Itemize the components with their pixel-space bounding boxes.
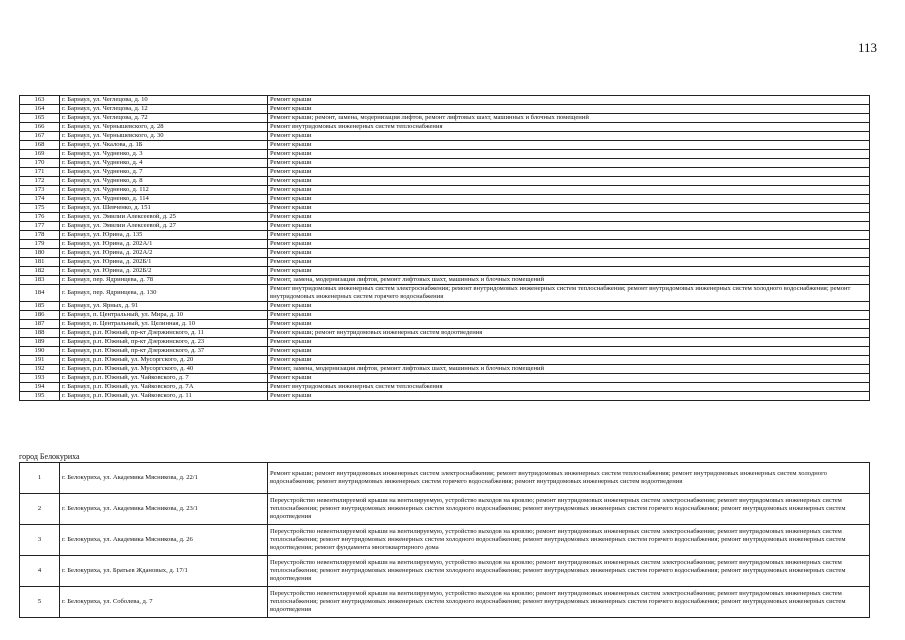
row-number: 179 [20, 240, 60, 249]
table-row [20, 195, 870, 204]
table-row [20, 186, 870, 195]
row-number: 178 [20, 231, 60, 240]
table-row [20, 150, 870, 159]
table-row [20, 105, 870, 114]
row-address: г. Барнаул, р.п. Южный, ул. Чайковского, д. 11 [60, 392, 268, 401]
row-address: г. Барнаул, р.п. Южный, ул. Мусоргского, д. 20 [60, 356, 268, 365]
table-row [20, 311, 870, 320]
table-row [20, 258, 870, 267]
row-number: 188 [20, 329, 60, 338]
table-row [20, 383, 870, 392]
row-work-type: Ремонт крыши [268, 338, 870, 347]
table-row [20, 320, 870, 329]
row-number: 164 [20, 105, 60, 114]
row-number: 163 [20, 96, 60, 105]
row-number: 177 [20, 222, 60, 231]
row-number: 176 [20, 213, 60, 222]
row-number: 2 [20, 494, 60, 525]
row-work-type: Ремонт крыши [268, 141, 870, 150]
table-row [20, 525, 870, 556]
row-address: г. Барнаул, ул. Юрина, д. 135 [60, 231, 268, 240]
row-address: г. Барнаул, р.п. Южный, ул. Чайковского, д. 7А [60, 383, 268, 392]
row-work-type: Переустройство невентилируемой крыши на вентилируемую, устройство выходов на кровлю; ремонт внутридомовых инженерных систем электроснабжения; ремонт внутридомовых инженерных систем теплоснабжения; ремонт внутридомовых инженерных систем холодного водоснабжения; ремонт внутридомовых инженерных систем горячего водоснабжения; ремонт внутридомовых инженерных систем водоотведения [268, 556, 870, 587]
table-row [20, 285, 870, 302]
row-address: г. Барнаул, ул. Чернышевского, д. 28 [60, 123, 268, 132]
row-address: г. Барнаул, ул. Чудненко, д. 4 [60, 159, 268, 168]
row-address: г. Барнаул, ул. Юрина, д. 202Б/1 [60, 258, 268, 267]
row-address: г. Барнаул, ул. Юрина, д. 202Б/2 [60, 267, 268, 276]
table-row [20, 177, 870, 186]
repair-table-belokurikha [19, 462, 870, 618]
row-work-type: Ремонт крыши; ремонт внутридомовых инженерных систем водоотведения [268, 329, 870, 338]
row-work-type: Ремонт крыши [268, 168, 870, 177]
row-work-type: Ремонт крыши [268, 320, 870, 329]
row-address: г. Белокуриха, ул. Академика Мясникова, д. 26 [60, 525, 268, 556]
table-row [20, 123, 870, 132]
row-address: г. Белокуриха, ул. Братьев Ждановых, д. 17/1 [60, 556, 268, 587]
table-row [20, 132, 870, 141]
page-number: 113 [857, 40, 877, 55]
table-row [20, 338, 870, 347]
row-address: г. Белокуриха, ул. Академика Мясникова, д. 22/1 [60, 463, 268, 494]
row-work-type: Ремонт крыши; ремонт внутридомовых инженерных систем электроснабжения; ремонт внутридомовых инженерных систем теплоснабжения; ремонт внутридомовых инженерных систем холодного водоснабжения; ремонт внутридомовых инженерных систем горячего водоснабжения; ремонт внутридомовых инженерных систем водоотведения [268, 463, 870, 494]
row-work-type: Ремонт крыши [268, 231, 870, 240]
row-number: 183 [20, 276, 60, 285]
row-address: г. Барнаул, ул. Чеглецова, д. 12 [60, 105, 268, 114]
row-number: 166 [20, 123, 60, 132]
row-work-type: Ремонт внутридомовых инженерных систем теплоснабжения [268, 123, 870, 132]
table-row [20, 374, 870, 383]
row-number: 184 [20, 285, 60, 302]
table-row [20, 168, 870, 177]
row-work-type: Ремонт внутридомовых инженерных систем электроснабжения; ремонт внутридомовых инженерных систем теплоснабжения; ремонт внутридомовых инженерных систем холодного водоснабжения; ремонт внутридомовых инженерных систем горячего водоснабжения [268, 285, 870, 302]
section-title: город Белокуриха [19, 452, 80, 461]
table-row [20, 240, 870, 249]
row-number: 180 [20, 249, 60, 258]
row-number: 165 [20, 114, 60, 123]
row-work-type: Ремонт крыши [268, 311, 870, 320]
row-number: 191 [20, 356, 60, 365]
table-row [20, 365, 870, 374]
row-address: г. Барнаул, ул. Чудненко, д. 7 [60, 168, 268, 177]
row-address: г. Барнаул, п. Центральный, ул. Мира, д. 10 [60, 311, 268, 320]
row-number: 170 [20, 159, 60, 168]
row-work-type: Ремонт, замена, модернизация лифтов, ремонт лифтовых шахт, машинных и блочных помещений [268, 276, 870, 285]
table-row [20, 267, 870, 276]
table-row [20, 276, 870, 285]
row-address: г. Барнаул, ул. Чудненко, д. 3 [60, 150, 268, 159]
row-work-type: Ремонт крыши [268, 258, 870, 267]
table-row [20, 249, 870, 258]
row-work-type: Ремонт крыши [268, 186, 870, 195]
row-work-type: Ремонт крыши [268, 222, 870, 231]
row-address: г. Белокуриха, ул. Соболева, д. 7 [60, 587, 268, 618]
row-number: 190 [20, 347, 60, 356]
row-number: 182 [20, 267, 60, 276]
table-row [20, 392, 870, 401]
row-number: 181 [20, 258, 60, 267]
row-address: г. Барнаул, р.п. Южный, пр-кт Дзержинского, д. 11 [60, 329, 268, 338]
row-number: 168 [20, 141, 60, 150]
row-address: г. Белокуриха, ул. Академика Мясникова, д. 23/1 [60, 494, 268, 525]
row-number: 171 [20, 168, 60, 177]
row-number: 187 [20, 320, 60, 329]
row-address: г. Барнаул, ул. Чеглецова, д. 72 [60, 114, 268, 123]
row-address: г. Барнаул, ул. Юрина, д. 202А/1 [60, 240, 268, 249]
row-address: г. Барнаул, ул. Чкалова, д. 1Б [60, 141, 268, 150]
table-row [20, 231, 870, 240]
row-address: г. Барнаул, ул. Шевченко, д. 151 [60, 204, 268, 213]
row-number: 194 [20, 383, 60, 392]
row-work-type: Ремонт крыши [268, 374, 870, 383]
row-work-type: Переустройство невентилируемой крыши на вентилируемую, устройство выходов на кровлю; ремонт внутридомовых инженерных систем электроснабжения; ремонт внутридомовых инженерных систем теплоснабжения; ремонт внутридомовых инженерных систем холодного водоснабжения; ремонт внутридомовых инженерных систем горячего водоснабжения; ремонт внутридомовых инженерных систем водоотведения; ремонт фундамента многоквартирного дома [268, 525, 870, 556]
row-work-type: Ремонт крыши [268, 347, 870, 356]
row-address: г. Барнаул, р.п. Южный, ул. Мусоргского, д. 40 [60, 365, 268, 374]
row-number: 195 [20, 392, 60, 401]
row-number: 174 [20, 195, 60, 204]
row-work-type: Ремонт крыши [268, 267, 870, 276]
table-row [20, 356, 870, 365]
table-row [20, 222, 870, 231]
row-work-type: Ремонт крыши [268, 240, 870, 249]
row-address: г. Барнаул, пер. Ядринцева, д. 130 [60, 285, 268, 302]
row-work-type: Ремонт крыши; ремонт, замена, модернизация лифтов, ремонт лифтовых шахт, машинных и блочных помещений [268, 114, 870, 123]
row-work-type: Ремонт крыши [268, 204, 870, 213]
table-row [20, 587, 870, 618]
row-address: г. Барнаул, ул. Чудненко, д. 114 [60, 195, 268, 204]
row-address: г. Барнаул, р.п. Южный, пр-кт Дзержинского, д. 37 [60, 347, 268, 356]
row-work-type: Переустройство невентилируемой крыши на вентилируемую, устройство выходов на кровлю; ремонт внутридомовых инженерных систем электроснабжения; ремонт внутридомовых инженерных систем теплоснабжения; ремонт внутридомовых инженерных систем холодного водоснабжения; ремонт внутридомовых инженерных систем горячего водоснабжения; ремонт внутридомовых инженерных систем водоотведения [268, 494, 870, 525]
table-row [20, 494, 870, 525]
row-work-type: Ремонт крыши [268, 302, 870, 311]
row-address: г. Барнаул, ул. Эмилии Алексеевой, д. 25 [60, 213, 268, 222]
table-row [20, 556, 870, 587]
row-work-type: Ремонт крыши [268, 96, 870, 105]
row-number: 169 [20, 150, 60, 159]
table-row [20, 213, 870, 222]
row-address: г. Барнаул, пер. Ядринцева, д. 78 [60, 276, 268, 285]
table-row [20, 114, 870, 123]
row-address: г. Барнаул, ул. Чудненко, д. 8 [60, 177, 268, 186]
row-address: г. Барнаул, ул. Чеглецова, д. 10 [60, 96, 268, 105]
row-address: г. Барнаул, р.п. Южный, пр-кт Дзержинского, д. 23 [60, 338, 268, 347]
row-number: 172 [20, 177, 60, 186]
row-number: 186 [20, 311, 60, 320]
row-work-type: Ремонт крыши [268, 105, 870, 114]
table-row [20, 463, 870, 494]
table-row [20, 204, 870, 213]
row-work-type: Переустройство невентилируемой крыши на вентилируемую, устройство выходов на кровлю; ремонт внутридомовых инженерных систем электроснабжения; ремонт внутридомовых инженерных систем теплоснабжения; ремонт внутридомовых инженерных систем холодного водоснабжения; ремонт внутридомовых инженерных систем горячего водоснабжения; ремонт внутридомовых инженерных систем водоотведения [268, 587, 870, 618]
row-work-type: Ремонт внутридомовых инженерных систем теплоснабжения [268, 383, 870, 392]
row-address: г. Барнаул, ул. Чернышевского, д. 30 [60, 132, 268, 141]
row-number: 193 [20, 374, 60, 383]
table-row [20, 96, 870, 105]
table-row [20, 347, 870, 356]
repair-table-barnaul [19, 95, 870, 401]
row-number: 192 [20, 365, 60, 374]
row-work-type: Ремонт крыши [268, 150, 870, 159]
row-number: 4 [20, 556, 60, 587]
table-row [20, 329, 870, 338]
row-work-type: Ремонт, замена, модернизация лифтов, ремонт лифтовых шахт, машинных и блочных помещений [268, 365, 870, 374]
row-work-type: Ремонт крыши [268, 195, 870, 204]
row-number: 173 [20, 186, 60, 195]
row-work-type: Ремонт крыши [268, 177, 870, 186]
row-address: г. Барнаул, ул. Юрина, д. 202А/2 [60, 249, 268, 258]
row-address: г. Барнаул, ул. Эмилии Алексеевой, д. 27 [60, 222, 268, 231]
row-number: 5 [20, 587, 60, 618]
row-number: 167 [20, 132, 60, 141]
row-address: г. Барнаул, ул. Ярных, д. 91 [60, 302, 268, 311]
table-row [20, 159, 870, 168]
row-work-type: Ремонт крыши [268, 213, 870, 222]
row-work-type: Ремонт крыши [268, 159, 870, 168]
row-address: г. Барнаул, ул. Чудненко, д. 112 [60, 186, 268, 195]
row-number: 189 [20, 338, 60, 347]
table-row [20, 302, 870, 311]
row-number: 1 [20, 463, 60, 494]
row-address: г. Барнаул, р.п. Южный, ул. Чайковского, д. 7 [60, 374, 268, 383]
row-number: 175 [20, 204, 60, 213]
row-work-type: Ремонт крыши [268, 392, 870, 401]
row-number: 3 [20, 525, 60, 556]
row-address: г. Барнаул, п. Центральный, ул. Целинная, д. 10 [60, 320, 268, 329]
row-number: 185 [20, 302, 60, 311]
row-work-type: Ремонт крыши [268, 132, 870, 141]
table-row [20, 141, 870, 150]
row-work-type: Ремонт крыши [268, 249, 870, 258]
row-work-type: Ремонт крыши [268, 356, 870, 365]
